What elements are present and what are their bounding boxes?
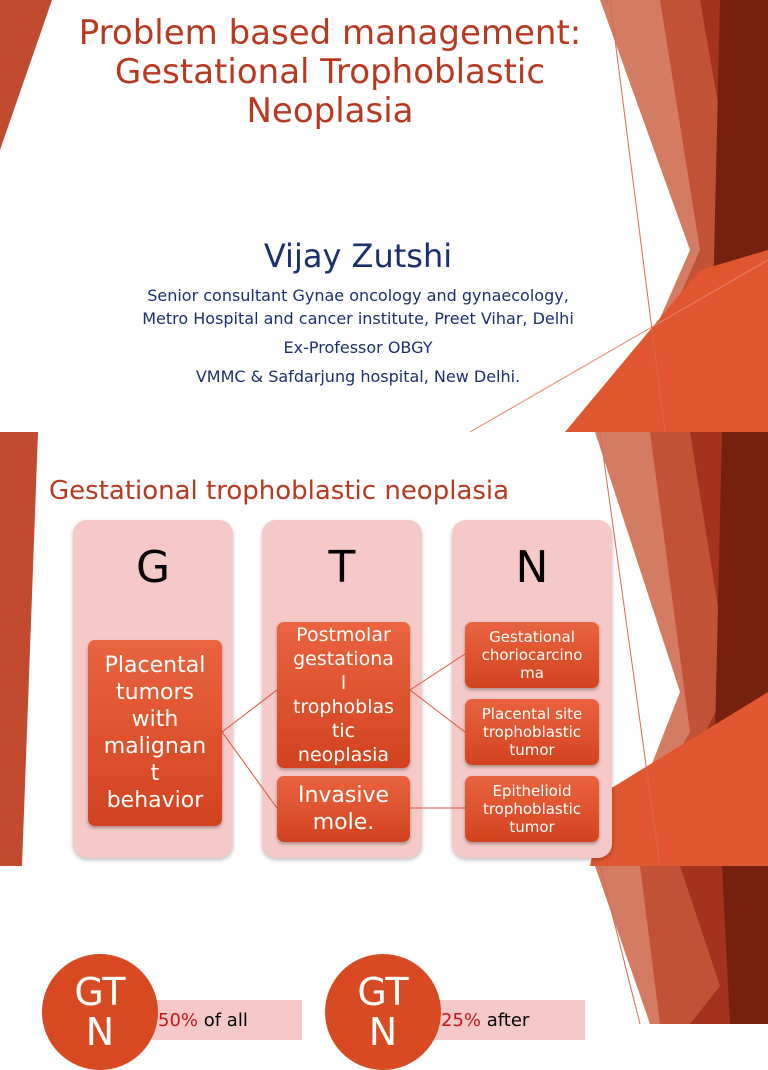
stat-highlight: 50%	[158, 1010, 199, 1031]
stat-box	[435, 1000, 585, 1040]
stat-highlight: 25%	[441, 1010, 482, 1031]
section-title: Gestational trophoblastic neoplasia	[49, 476, 510, 506]
panel-letter: N	[515, 542, 549, 593]
stat-rest: after	[481, 1010, 530, 1031]
gtn-diagram-slide	[0, 432, 768, 866]
box-label: Placental tumors with malignan t behavior	[103, 653, 207, 813]
panel-letter: T	[328, 542, 356, 593]
box-choriocarcinoma	[465, 622, 599, 688]
box-label: Placental site trophoblastic tumor	[481, 705, 583, 759]
box-label: Postmolar gestationa l trophoblas tic neoplasia	[292, 624, 395, 766]
box-epithelioid-tumor	[465, 776, 599, 842]
affiliation-line: Ex-Professor OBGY	[283, 338, 433, 357]
box-placental-site-tumor	[465, 699, 599, 765]
affiliation-line: Senior consultant Gynae oncology and gynaecology,	[147, 286, 569, 305]
circle-label: GT N	[357, 970, 409, 1054]
box-postmolar-gtn	[277, 622, 410, 768]
gtn-circle	[42, 954, 158, 1070]
panel-letter: G	[135, 542, 171, 593]
gtn-stats-slide	[0, 866, 768, 1054]
affiliation-line: Metro Hospital and cancer institute, Preet Vihar, Delhi	[142, 309, 574, 328]
affiliation-line: VMMC & Safdarjung hospital, New Delhi.	[195, 367, 521, 386]
box-label: Gestational choriocarcino ma	[481, 628, 583, 682]
stat-text	[158, 1010, 248, 1031]
box-label: Invasive mole.	[297, 783, 390, 835]
box-placental-tumors	[88, 640, 222, 826]
slide-title: Problem based management: Gestational Trophoblastic Neoplasia	[78, 13, 582, 131]
stat-text	[441, 1010, 529, 1031]
author-name: Vijay Zutshi	[263, 237, 453, 275]
title-slide	[0, 0, 768, 432]
stat-rest: of all	[198, 1010, 248, 1031]
gtn-circle	[325, 954, 441, 1070]
left-accent-shape	[0, 432, 38, 866]
stat-box	[152, 1000, 302, 1040]
box-invasive-mole	[277, 776, 410, 842]
box-label: Epithelioid trophoblastic tumor	[482, 782, 582, 836]
right-edge-facet	[722, 866, 768, 1024]
circle-label: GT N	[74, 970, 126, 1054]
